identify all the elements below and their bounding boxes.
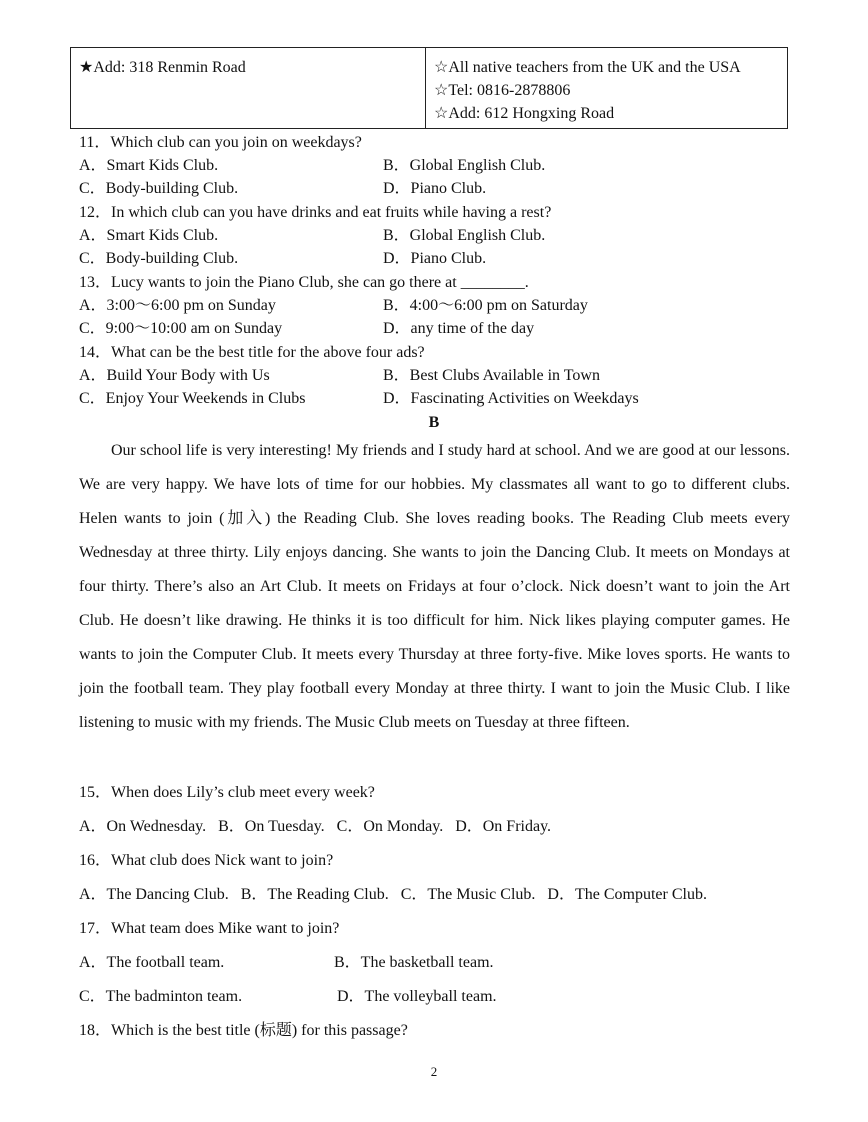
option: B．4:00～6:00 pm on Saturday: [383, 297, 588, 314]
question-stem: 12．In which club can you have drinks and eat fruits while having a rest?: [79, 204, 552, 221]
question-stem: 16．What club does Nick want to join?: [79, 852, 334, 869]
question-stem: 11．Which club can you join on weekdays?: [79, 134, 362, 151]
option: C．Body-building Club.: [79, 180, 239, 197]
ad-right-line: ☆All native teachers from the UK and the USA: [434, 59, 741, 76]
option: D．The volleyball team.: [337, 988, 497, 1005]
question-stem: 17．What team does Mike want to join?: [79, 920, 340, 937]
option: C．The badminton team.: [79, 988, 243, 1005]
option: B．Global English Club.: [383, 157, 546, 174]
ad-cell-right: [426, 48, 787, 128]
option: C．Enjoy Your Weekends in Clubs: [79, 390, 306, 407]
option: A．Smart Kids Club.: [79, 157, 219, 174]
ad-cell-left: [71, 48, 426, 128]
ad-table: [70, 47, 788, 129]
option: B．Global English Club.: [383, 227, 546, 244]
ad-right-line: ☆Add: 612 Hongxing Road: [434, 105, 615, 122]
option: A．Build Your Body with Us: [79, 367, 270, 384]
option: B．The basketball team.: [334, 954, 494, 971]
option: D．Piano Club.: [383, 250, 487, 267]
options-line: A．The Dancing Club. B．The Reading Club. C．The Music Club. D．The Computer Club.: [79, 886, 707, 903]
section-heading: B: [428, 414, 440, 431]
option: A．3:00～6:00 pm on Sunday: [79, 297, 276, 314]
ad-right-line: ☆Tel: 0816-2878806: [434, 82, 571, 99]
reading-passage: [79, 434, 790, 740]
question-stem: 14．What can be the best title for the above four ads?: [79, 344, 425, 361]
option: B．Best Clubs Available in Town: [383, 367, 600, 384]
ad-left-line: ★Add: 318 Renmin Road: [79, 59, 246, 76]
option: C．Body-building Club.: [79, 250, 239, 267]
page-number: 2: [430, 1064, 438, 1079]
option: A．The football team.: [79, 954, 225, 971]
option: D．Piano Club.: [383, 180, 487, 197]
option: D．Fascinating Activities on Weekdays: [383, 390, 639, 407]
options-line: A．On Wednesday. B．On Tuesday. C．On Monday. D．On Friday.: [79, 818, 552, 835]
passage-text: Our school life is very interesting! My friends and I study hard at school. And we are good at our lessons. We are very happy. We have lots of time for our hobbies. My classmates all want to go to different clubs. Helen wants to join (加入) the Reading Club. She loves reading books. The Reading Club meets every Wednesday at three thirty. Lily enjoys dancing. She wants to join the Dancing Club. It meets on Mondays at four thirty. There’s also an Art Club. It meets on Fridays at four o’clock. Nick doesn’t want to join the Art Club. He doesn’t like drawing. He thinks it is too difficult for him. Nick likes playing computer games. He wants to join the Computer Club. It meets every Thursday at three forty-five. Mike loves sports. He wants to join the football team. They play football every Monday at three thirty. I want to join the Music Club. I like listening to music with my friends. The Music Club meets on Tuesday at three fifteen.: [79, 442, 790, 731]
option: A．Smart Kids Club.: [79, 227, 219, 244]
option: C．9:00～10:00 am on Sunday: [79, 320, 283, 337]
question-stem: 18．Which is the best title (标题) for this passage?: [79, 1022, 408, 1039]
option: D．any time of the day: [383, 320, 535, 337]
question-stem: 13．Lucy wants to join the Piano Club, she can go there at ________.: [79, 274, 529, 291]
question-stem: 15．When does Lily’s club meet every week?: [79, 784, 375, 801]
